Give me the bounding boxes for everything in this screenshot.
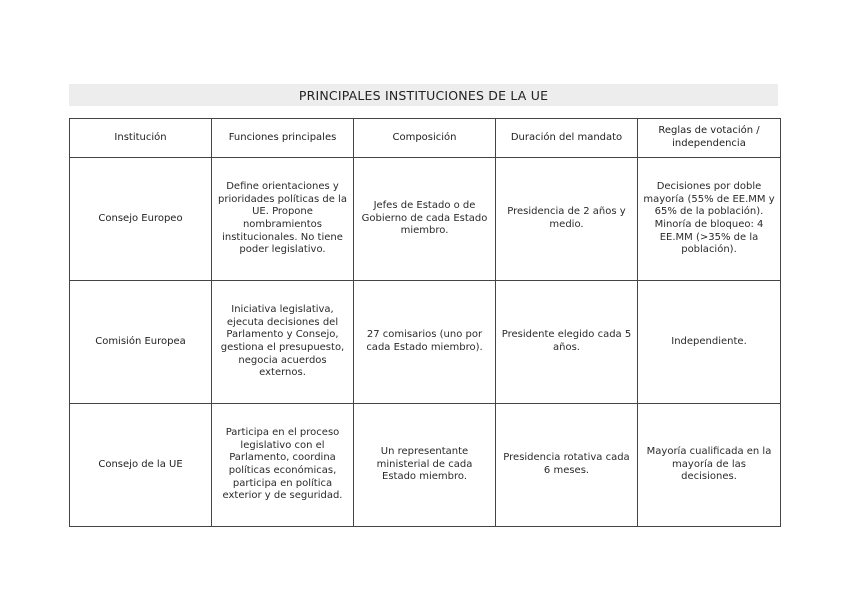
cell-funciones: Define orientaciones y prioridades políticas de la UE. Propone nombramientos institucionales. No tiene poder legislativo. (212, 158, 354, 281)
cell-duracion: Presidente elegido cada 5 años. (496, 281, 638, 404)
header-composicion: Composición (354, 119, 496, 158)
header-institucion: Institución (70, 119, 212, 158)
cell-composicion: Un representante ministerial de cada Estado miembro. (354, 404, 496, 527)
cell-composicion: Jefes de Estado o de Gobierno de cada Estado miembro. (354, 158, 496, 281)
cell-reglas: Decisiones por doble mayoría (55% de EE.MM y 65% de la población). Minoría de bloqueo: 4 EE.MM (>35% de la población). (638, 158, 781, 281)
document-title: PRINCIPALES INSTITUCIONES DE LA UE (298, 87, 549, 103)
document-title-bar (69, 84, 778, 106)
cell-institucion: Comisión Europea (70, 281, 212, 404)
cell-institucion: Consejo de la UE (70, 404, 212, 527)
cell-funciones: Participa en el proceso legislativo con el Parlamento, coordina políticas económicas, participa en política exterior y de seguridad. (212, 404, 354, 527)
cell-duracion: Presidencia rotativa cada 6 meses. (496, 404, 638, 527)
header-reglas: Reglas de votación / independencia (638, 119, 781, 158)
table-row (70, 404, 781, 527)
header-funciones: Funciones principales (212, 119, 354, 158)
table-row (70, 158, 781, 281)
table-row (70, 281, 781, 404)
cell-composicion: 27 comisarios (uno por cada Estado miembro). (354, 281, 496, 404)
header-duracion: Duración del mandato (496, 119, 638, 158)
cell-institucion: Consejo Europeo (70, 158, 212, 281)
cell-reglas: Independiente. (638, 281, 781, 404)
cell-reglas: Mayoría cualificada en la mayoría de las decisiones. (638, 404, 781, 527)
cell-funciones: Iniciativa legislativa, ejecuta decisiones del Parlamento y Consejo, gestiona el presupuesto, negocia acuerdos externos. (212, 281, 354, 404)
table-header-row (70, 119, 781, 158)
cell-duracion: Presidencia de 2 años y medio. (496, 158, 638, 281)
institutions-table (69, 118, 781, 527)
